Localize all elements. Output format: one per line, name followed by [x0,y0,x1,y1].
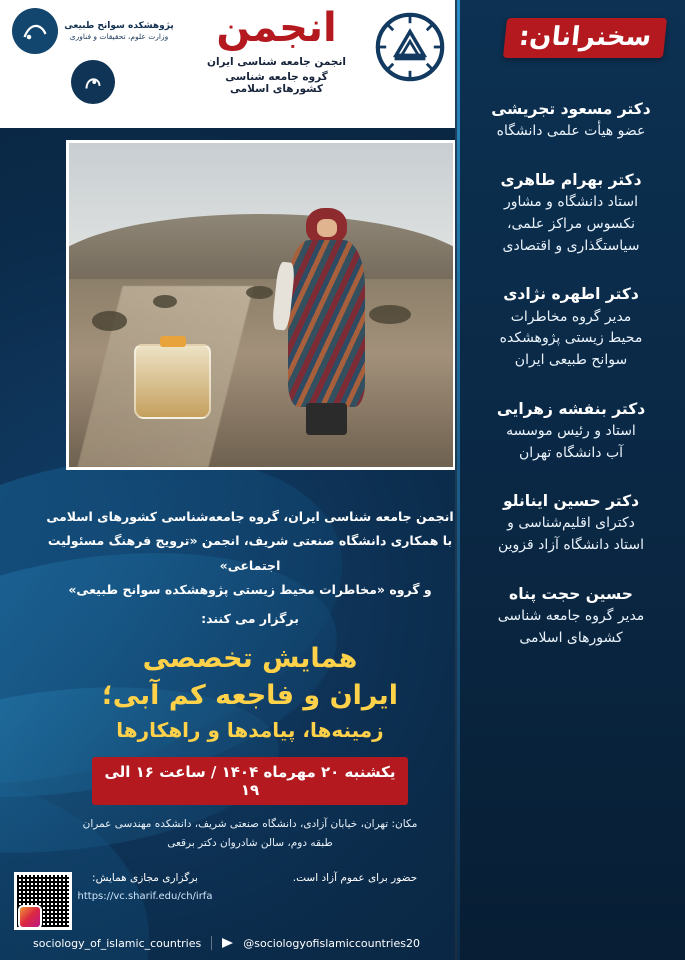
speaker-name: دکتر حسین اینانلو [502,492,640,511]
free-attendance-note: حضور برای عموم آزاد است. [292,871,418,884]
organizers-line1: انجمن جامعه شناسی ایران، گروه جامعه‌شناسی کشورهای اسلامی [46,509,454,524]
organizers-line3: و گروه «مخاطرات محیط زیستی پژوهشکده سوانح طبیعی» [68,582,432,598]
event-venue [40,815,460,853]
holding-label: برگزار می کنند: [201,610,299,626]
speaker-role: استاد و رئیس موسسه آب دانشگاه تهران [506,422,636,461]
speaker-item [471,398,671,465]
research-center-title: پژوهشکده سوانح طبیعی [64,20,174,31]
divider [211,936,212,950]
telegram-handle[interactable]: @sociologyofislamiccountries20 [243,936,420,950]
speaker-item [471,283,671,371]
natural-hazards-logo-icon [12,8,58,54]
speaker-role: مدیر گروه جامعه شناسی کشورهای اسلامی [497,608,645,646]
speaker-item [471,98,671,143]
event-title-line1: همایش تخصصی [142,642,358,674]
speaker-role: عضو هیأت علمی دانشگاه [496,123,646,140]
photo-subject-girl [280,208,372,435]
poster-header [0,0,455,128]
association-line2: گروه جامعه شناسی کشورهای اسلامی [225,71,328,95]
telegram-icon [222,938,233,948]
instagram-handle[interactable]: sociology_of_islamic_countries [33,936,202,950]
speaker-role: استاد دانشگاه و مشاور نکسوس مراکز علمی، سیاستگذاری و اقتصادی [502,194,640,254]
social-bar [0,936,453,950]
research-center-subtitle: وزارت علوم، تحقیقات و فناوری [69,32,169,41]
sharif-university-logo [375,12,445,82]
event-photo [66,140,456,470]
association-line1: انجمن جامعه شناسی ایران [206,56,346,68]
association-mark-icon: انجمن [216,5,337,51]
event-title-line3: زمینه‌ها، پیامدها و راهکارها [116,718,384,743]
speaker-name: دکتر بنفشه زهرایی [496,399,646,418]
event-datetime-badge: یکشنبه ۲۰ مهرماه ۱۴۰۴ / ساعت ۱۶ الی ۱۹ [92,757,408,805]
speaker-name: دکتر بهرام طاهری [500,170,642,189]
virtual-label: برگزاری مجازی همایش: [92,871,198,884]
speakers-title: سخنرانان: [503,18,667,58]
speaker-name: دکتر مسعود تجریشی [491,100,651,118]
speakers-panel [455,0,685,960]
speaker-name: دکتر اطهره نژادی [503,285,639,304]
event-title-line2: ایران و فاجعه کم آبی؛ [101,680,399,712]
association-block [202,5,352,95]
photo-water-container [134,344,211,419]
speaker-item [471,583,671,650]
speaker-item [471,490,671,557]
virtual-and-note-row [40,869,460,906]
organizers-line2: با همکاری دانشگاه صنعتی شریف، انجمن «ترویج فرهنگ مسئولیت اجتماعی» [47,533,453,573]
speaker-name: حسین حجت پناه [509,584,633,603]
venue-line1: مکان: تهران، خیابان آزادی، دانشگاه صنعتی شریف، دانشکده مهندسی عمران [82,818,418,831]
organizers [40,505,460,631]
speaker-item [471,169,671,257]
speakers-list [471,98,671,649]
main-content [40,505,460,906]
instagram-icon [18,905,42,929]
secondary-institute-logo-icon [71,60,115,104]
speaker-role: مدیر گروه مخاطرات محیط زیستی پژوهشکده سوانح طبیعی ایران [499,308,643,368]
research-center-block [8,8,178,104]
virtual-meeting-link[interactable]: https://vc.sharif.edu/ch/irfa [77,890,213,902]
venue-line2: طبقه دوم، سالن شادروان دکتر برقعی [167,837,333,849]
speaker-role: دکترای اقلیم‌شناسی و استاد دانشگاه آزاد قزوین [497,515,645,554]
